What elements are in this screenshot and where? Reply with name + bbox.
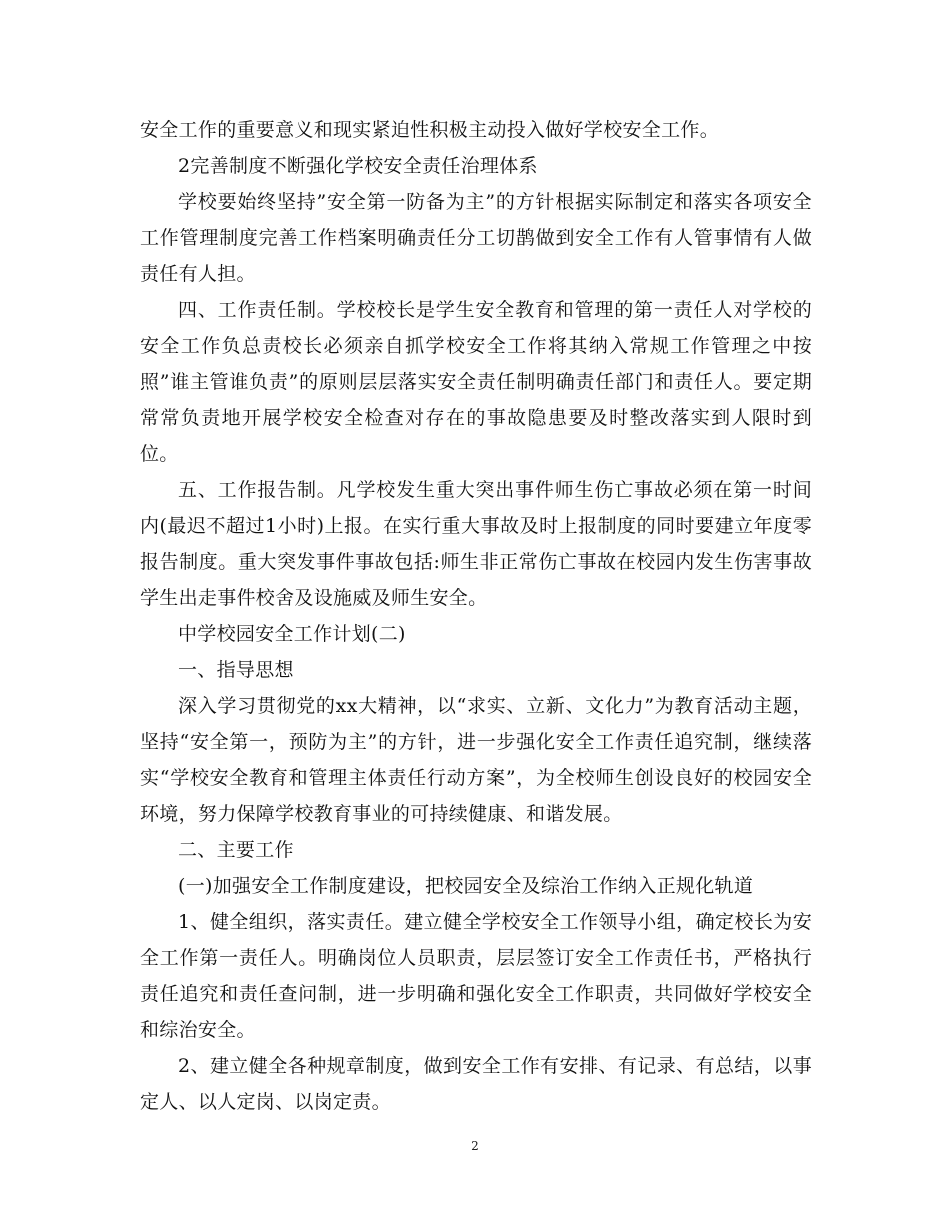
section-heading: 二、主要工作 xyxy=(178,839,294,861)
paragraph: 安全工作的重要意义和现实紧迫性积极主动投入做好学校安全工作。 xyxy=(140,119,720,141)
paragraph: 2完善制度不断强化学校安全责任治理体系 xyxy=(178,155,538,177)
paragraph: 2、建立健全各种规章制度，做到安全工作有安排、有记录、有总结，以事定人、以人定岗、以岗定责。 xyxy=(140,1055,812,1113)
paragraph: 深入学习贯彻党的xx大精神，以“求实、立新、文化力”为教育活动主题，坚持“安全第一，预防为主”的方针，进一步强化安全工作责任追究制，继续落实“学校安全教育和管理主体责任行动方案”，为全校师生创设良好的校园安全环境，努力保障学校教育事业的可持续健康、和谐发展。 xyxy=(140,695,812,825)
paragraph: 1、健全组织，落实责任。建立健全学校安全工作领导小组，确定校长为安全工作第一责任人。明确岗位人员职责，层层签订安全工作责任书，严格执行责任追究和责任查问制，进一步明确和强化安全工作职责，共同做好学校安全和综治安全。 xyxy=(140,911,812,1041)
paragraph: 学校要始终坚持”安全第一防备为主”的方针根据实际制定和落实各项安全工作管理制度完善工作档案明确责任分工切鹊做到安全工作有人管事情有人做责任有人担。 xyxy=(140,191,812,285)
paragraph: 四、工作责任制。学校校长是学生安全教育和管理的第一责任人对学校的安全工作负总责校长必须亲自抓学校安全工作将其纳入常规工作管理之中按照”谁主管谁负责”的原则层层落实安全责任制明确责任部门和责任人。要定期常常负责地开展学校安全检查对存在的事故隐患要及时整改落实到人限时到位。 xyxy=(140,299,812,465)
page-number: 2 xyxy=(471,1139,479,1153)
paragraph: 五、工作报告制。凡学校发生重大突出事件师生伤亡事故必须在第一时间内(最迟不超过1小时)上报。在实行重大事故及时上报制度的同时要建立年度零报告制度。重大突发事件事故包括:师生非正常伤亡事故在校园内发生伤害事故学生出走事件校舍及设施威及师生安全。 xyxy=(140,479,812,609)
paragraph: (一)加强安全工作制度建设，把校园安全及综治工作纳入正规化轨道 xyxy=(178,875,754,897)
section-heading: 中学校园安全工作计划(二) xyxy=(178,623,406,645)
document-body xyxy=(140,112,812,1120)
section-heading: 一、指导思想 xyxy=(178,659,294,681)
